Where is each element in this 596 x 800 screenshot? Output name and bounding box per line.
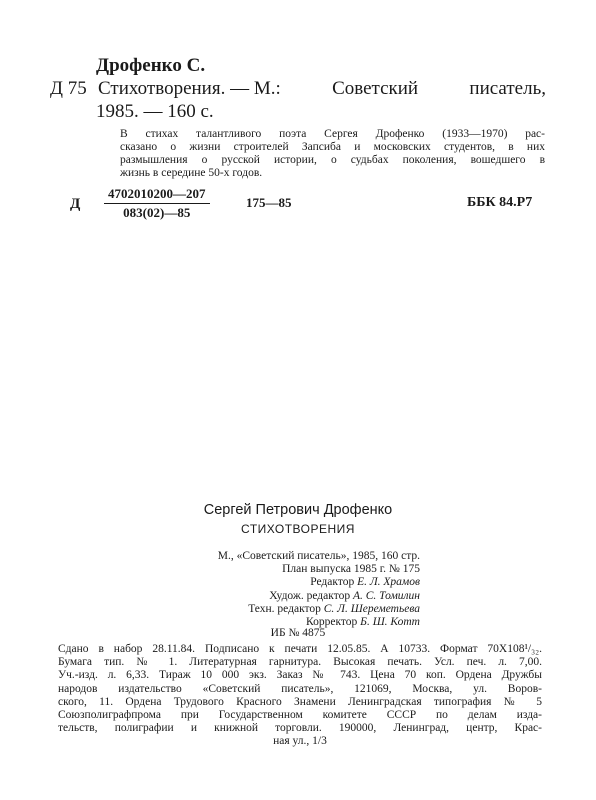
colophon-line: Сдано в набор 28.11.84. Подписано к печати 12.05.85. А 10733. Формат 70Х108¹/₃₂. [58,643,542,655]
catalog-title-part: Советский [332,78,419,99]
catalog-index: Д 75 [50,78,87,99]
tech-editor-name: С. Л. Шереметьева [323,602,420,615]
bbk-code: ББК 84.Р7 [467,195,533,210]
colophon-line: Уч.-изд. л. 6,33. Тираж 10 000 экз. Заказ № 743. Цена 70 коп. Ордена Дружбы [58,669,542,682]
proofreader-label: Корректор [306,616,358,629]
editor-label: Редактор [310,576,355,589]
classification-letter: Д [70,196,81,212]
catalog-title-line [98,78,546,100]
annotation-line: размышления о русской истории, о судьбах поколения, вошедшего в [120,154,545,166]
classification-code: 175—85 [246,195,292,210]
tech-editor-line [180,603,420,616]
editor-line [180,576,420,589]
classification-fraction [104,186,210,221]
catalog-annotation [120,128,545,180]
proofreader-name: Б. Ш. Котт [360,616,420,629]
colophon [58,643,542,749]
annotation-line: В стихах талантливого поэта Сергея Дрофенко (1933—1970) рас- [120,128,545,140]
art-editor-name: А. С. Томилин [352,589,420,602]
book-title: СТИХОТВОРЕНИЯ [241,522,355,536]
credits-block [180,550,420,629]
colophon-line: Союзполиграфпрома при Государственном комитете СССР по делам изда- [58,709,542,722]
ib-number: ИБ № 4875 [270,627,326,639]
art-editor-line [180,590,420,603]
publisher-line: М., «Советский писатель», 1985, 160 стр. [217,550,420,562]
fraction-denominator: 083(02)—85 [123,205,191,220]
annotation-line: сказано о жизни строителей Запсиба и московских студентов, в них [120,141,545,153]
catalog-title-part: Стихотворения. — М.: [98,78,281,99]
fraction-numerator: 4702010200—207 [104,186,210,204]
catalog-imprint: 1985. — 160 с. [96,101,214,122]
author-full-name: Сергей Петрович Дрофенко [203,502,393,518]
colophon-line: ского, 11. Ордена Трудового Красного Знамени Ленинградская типография № 5 [58,695,542,708]
annotation-line: жизнь в середине 50-х годов. [120,167,263,179]
tech-editor-label: Техн. редактор [248,602,321,615]
colophon-line: ная ул., 1/3 [273,735,327,748]
colophon-line: Бумага тип. № 1. Литературная гарнитура. Высокая печать. Усл. печ. л. 7,00. [58,656,542,669]
plan-line: План выпуска 1985 г. № 175 [282,563,420,576]
colophon-line: тельств, полиграфии и книжной торговли. 190000, Ленинград, центр, Крас- [58,722,542,735]
catalog-title-part: писатель, [469,78,546,99]
catalog-author: Дрофенко С. [96,55,206,76]
art-editor-label: Худож. редактор [269,589,351,602]
colophon-line: народов издательство «Советский писатель», 121069, Москва, ул. Воров- [58,682,542,695]
editor-name: Е. Л. Храмов [357,576,420,589]
